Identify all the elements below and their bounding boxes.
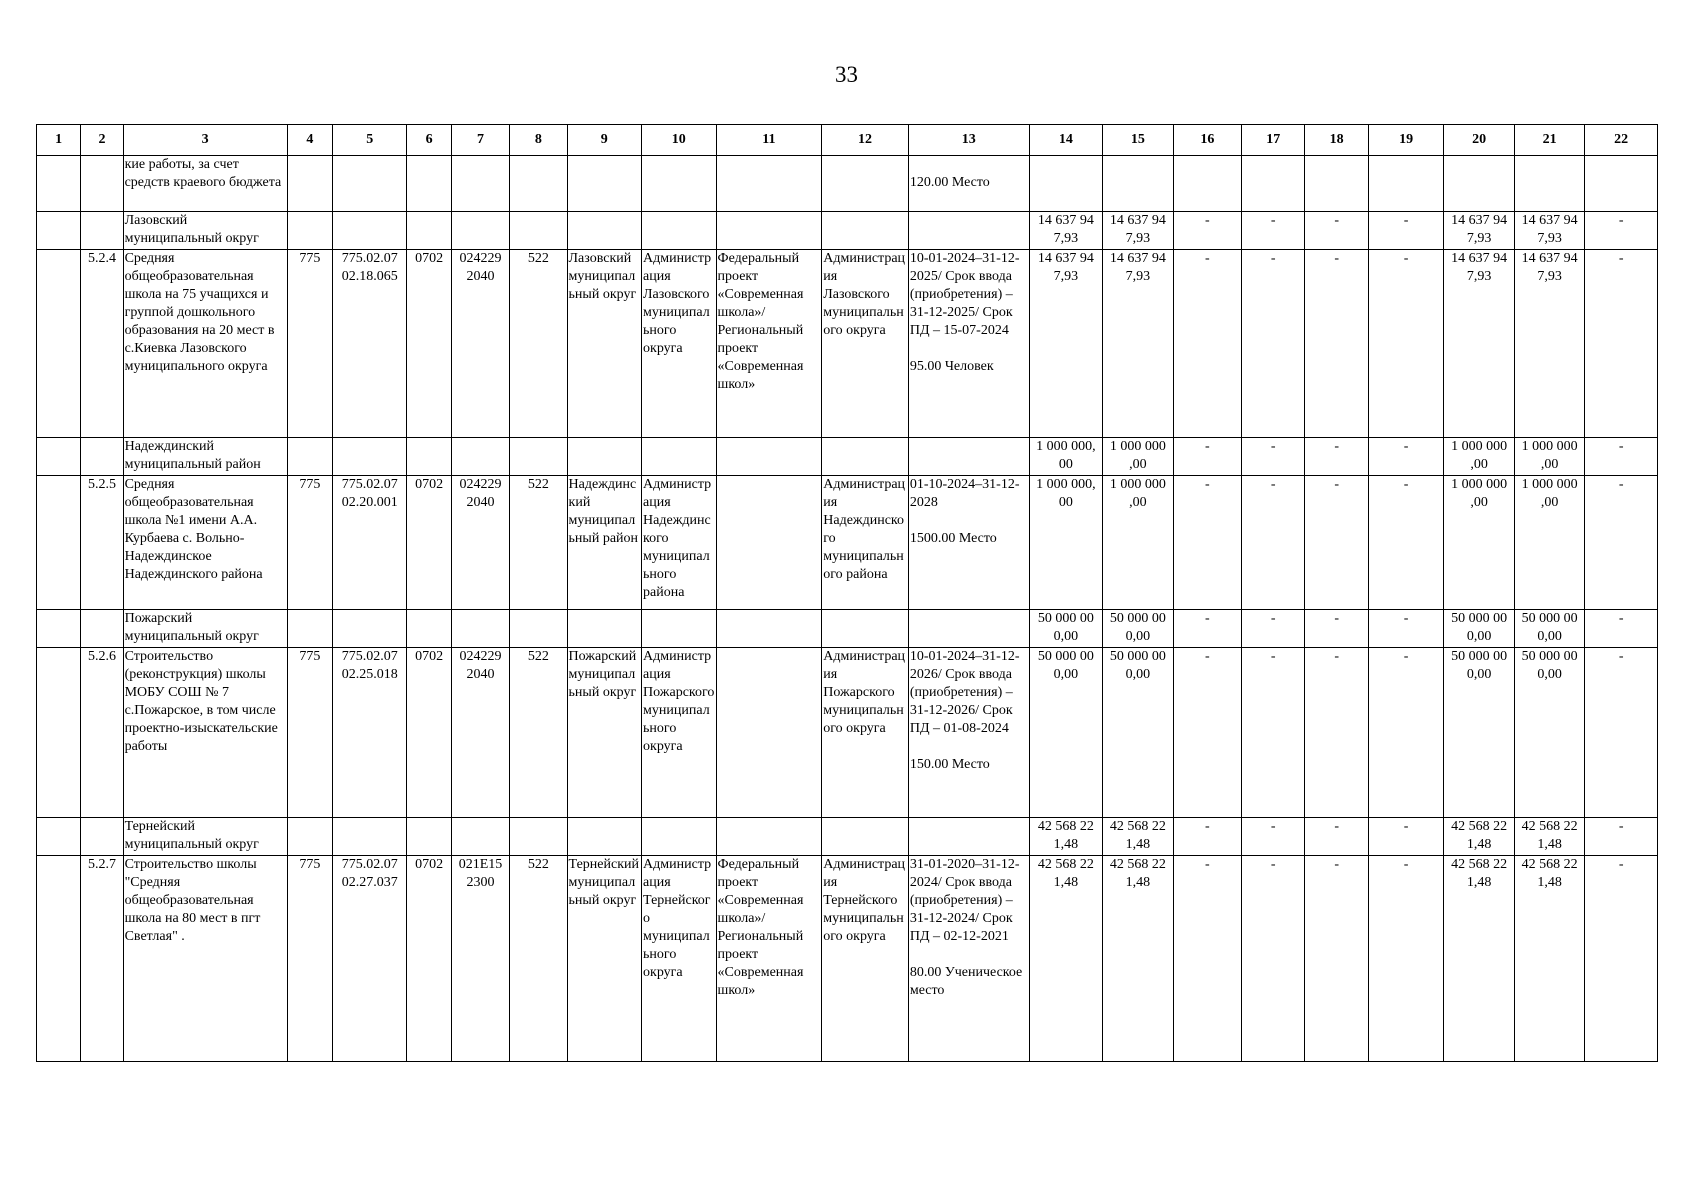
cell-c17: -	[1242, 438, 1305, 476]
cell-c7: 024229 2040	[451, 250, 509, 438]
header-cell: 5	[332, 125, 407, 156]
cell-c15: 14 637 94 7,93	[1103, 250, 1173, 438]
cell-c13	[908, 856, 1029, 1062]
cell-c12: Администрация Лазовского муниципального округа	[822, 250, 909, 438]
c13-dates: 01-10-2024–31-12-2028	[909, 477, 1020, 510]
header-cell: 17	[1242, 125, 1305, 156]
table-row-group	[37, 818, 1658, 856]
cell-c17: -	[1242, 250, 1305, 438]
cell-c21: 50 000 00 0,00	[1514, 610, 1584, 648]
cell-c22: -	[1585, 438, 1658, 476]
cell-c16: -	[1173, 250, 1241, 438]
header-cell: 22	[1585, 125, 1658, 156]
header-cell: 6	[407, 125, 451, 156]
cell-c22: -	[1585, 212, 1658, 250]
cell-c17: -	[1242, 212, 1305, 250]
header-cell: 8	[510, 125, 567, 156]
cell-c11: Федеральный проект «Современная школа»/Региональный проект «Современная школ»	[716, 250, 822, 438]
cell-c15: 14 637 94 7,93	[1103, 212, 1173, 250]
cell-c7: 024229 2040	[451, 476, 509, 610]
cell-c10: Администрация Лазовского муниципального округа	[642, 250, 717, 438]
header-cell: 1	[37, 125, 81, 156]
cell-name: Средняя общеобразовательная школа №1 имени А.А. Курбаева с. Вольно-Надеждинское Надеждинского района	[123, 476, 287, 610]
c13-capacity: 150.00 Место	[909, 757, 990, 772]
header-cell: 20	[1444, 125, 1514, 156]
cell-c8: 522	[510, 856, 567, 1062]
cell-c16: -	[1173, 438, 1241, 476]
cell-c12: Администрация Тернейского муниципального округа	[822, 856, 909, 1062]
header-cell: 21	[1514, 125, 1584, 156]
cell-c17: -	[1242, 648, 1305, 818]
cell-c20: 42 568 22 1,48	[1444, 818, 1514, 856]
cell-c4: 775	[287, 250, 332, 438]
cell-c19: -	[1368, 856, 1444, 1062]
cell-c11: Федеральный проект «Современная школа»/Региональный проект «Современная школ»	[716, 856, 822, 1062]
cell-c15: 1 000 000 ,00	[1103, 476, 1173, 610]
header-cell: 10	[642, 125, 717, 156]
table-header-row	[37, 125, 1658, 156]
cell-c10: Администрация Пожарского муниципального округа	[642, 648, 717, 818]
cell-c10: Администрация Надеждинского муниципального района	[642, 476, 717, 610]
cell-c14: 14 637 94 7,93	[1029, 250, 1102, 438]
cell-c20: 14 637 94 7,93	[1444, 212, 1514, 250]
cell-c19: -	[1368, 648, 1444, 818]
c13-dates: 31-01-2020–31-12-2024/ Срок ввода (приобретения) – 31-12-2024/ Срок ПД – 02-12-2021	[909, 857, 1020, 944]
header-cell: 4	[287, 125, 332, 156]
cell-c15: 42 568 22 1,48	[1103, 818, 1173, 856]
cell-c16: -	[1173, 818, 1241, 856]
cell-c22: -	[1585, 648, 1658, 818]
header-cell: 12	[822, 125, 909, 156]
cell-c8: 522	[510, 476, 567, 610]
cell-c8: 522	[510, 250, 567, 438]
cell-c16: -	[1173, 648, 1241, 818]
cell-c18: -	[1305, 856, 1368, 1062]
table-row-continuation	[37, 156, 1658, 212]
cell-c15: 50 000 00 0,00	[1103, 610, 1173, 648]
c13-capacity: 95.00 Человек	[909, 359, 994, 374]
cell-c4: 775	[287, 648, 332, 818]
c13-capacity: 80.00 Ученическое место	[909, 965, 1023, 998]
cell-c19: -	[1368, 476, 1444, 610]
cell-c11	[716, 476, 822, 610]
cell-c22: -	[1585, 250, 1658, 438]
cell-c18: -	[1305, 476, 1368, 610]
cell-name: Надеждинский муниципальный район	[123, 438, 287, 476]
cell-c20: 1 000 000 ,00	[1444, 438, 1514, 476]
cell-c21: 1 000 000 ,00	[1514, 438, 1584, 476]
cell-c16: -	[1173, 856, 1241, 1062]
cell-c14: 14 637 94 7,93	[1029, 212, 1102, 250]
cell-name: Лазовский муниципальный округ	[123, 212, 287, 250]
cell-c20: 50 000 00 0,00	[1444, 648, 1514, 818]
header-cell: 16	[1173, 125, 1241, 156]
cell-c16: -	[1173, 212, 1241, 250]
cell-c13	[908, 648, 1029, 818]
cell-c8: 522	[510, 648, 567, 818]
cell-c22: -	[1585, 476, 1658, 610]
header-cell: 3	[123, 125, 287, 156]
cell-name: Тернейский муниципальный округ	[123, 818, 287, 856]
cell-c18: -	[1305, 438, 1368, 476]
cell-c21: 1 000 000 ,00	[1514, 476, 1584, 610]
cell-c19: -	[1368, 610, 1444, 648]
table-row-group	[37, 212, 1658, 250]
cell-c18: -	[1305, 610, 1368, 648]
cell-num: 5.2.6	[81, 648, 123, 818]
cell-c14: 42 568 22 1,48	[1029, 856, 1102, 1062]
cell-c17: -	[1242, 476, 1305, 610]
header-cell: 15	[1103, 125, 1173, 156]
cell-c19: -	[1368, 212, 1444, 250]
cell-c19: -	[1368, 438, 1444, 476]
cell-c18: -	[1305, 250, 1368, 438]
c13-capacity: 120.00 Место	[909, 175, 990, 190]
cell-c5: 775.02.07 02.20.001	[332, 476, 407, 610]
cell-c13	[908, 476, 1029, 610]
cell-c18: -	[1305, 818, 1368, 856]
header-cell: 2	[81, 125, 123, 156]
cell-c6: 0702	[407, 476, 451, 610]
cell-c22: -	[1585, 818, 1658, 856]
cell-c12: Администрация Надеждинского муниципального района	[822, 476, 909, 610]
cell-c19: -	[1368, 250, 1444, 438]
cell-c10: Администрация Тернейского муниципального округа	[642, 856, 717, 1062]
cell-c9: Лазовский муниципальный округ	[567, 250, 642, 438]
c13-capacity: 1500.00 Место	[909, 531, 997, 546]
cell-c14: 50 000 00 0,00	[1029, 648, 1102, 818]
cell-c20: 42 568 22 1,48	[1444, 856, 1514, 1062]
cell-c15: 42 568 22 1,48	[1103, 856, 1173, 1062]
table-row-item	[37, 648, 1658, 818]
cell-c20: 50 000 00 0,00	[1444, 610, 1514, 648]
table-row-item	[37, 250, 1658, 438]
header-cell: 9	[567, 125, 642, 156]
cell-num: 5.2.4	[81, 250, 123, 438]
cell-c14: 1 000 000, 00	[1029, 438, 1102, 476]
cell-c17: -	[1242, 856, 1305, 1062]
cell-name: Строительство школы "Средняя общеобразовательная школа на 80 мест в пгт Светлая" .	[123, 856, 287, 1062]
cell-name: Пожарский муниципальный округ	[123, 610, 287, 648]
table-row-item	[37, 476, 1658, 610]
cell-c9: Надеждинский муниципальный район	[567, 476, 642, 610]
cell-c21: 42 568 22 1,48	[1514, 856, 1584, 1062]
cell-c5: 775.02.07 02.25.018	[332, 648, 407, 818]
cell-c14: 42 568 22 1,48	[1029, 818, 1102, 856]
cell-c16: -	[1173, 476, 1241, 610]
cell-name: кие работы, за счет средств краевого бюджета	[123, 156, 287, 212]
table-row-item	[37, 856, 1658, 1062]
header-cell: 19	[1368, 125, 1444, 156]
c13-dates: 10-01-2024–31-12-2026/ Срок ввода (приобретения) – 31-12-2026/ Срок ПД – 01-08-2024	[909, 649, 1020, 736]
cell-c9: Тернейский муниципальный округ	[567, 856, 642, 1062]
cell-c7: 024229 2040	[451, 648, 509, 818]
table-row-group	[37, 438, 1658, 476]
c13-dates: 10-01-2024–31-12-2025/ Срок ввода (приобретения) – 31-12-2025/ Срок ПД – 15-07-2024	[909, 251, 1020, 338]
cell-c21: 50 000 00 0,00	[1514, 648, 1584, 818]
cell-c9: Пожарский муниципальный округ	[567, 648, 642, 818]
cell-c6: 0702	[407, 250, 451, 438]
cell-c21: 14 637 94 7,93	[1514, 250, 1584, 438]
cell-c18: -	[1305, 212, 1368, 250]
cell-c5: 775.02.07 02.18.065	[332, 250, 407, 438]
cell-c4: 775	[287, 856, 332, 1062]
cell-c5: 775.02.07 02.27.037	[332, 856, 407, 1062]
cell-c15: 50 000 00 0,00	[1103, 648, 1173, 818]
table-row-group	[37, 610, 1658, 648]
cell-num: 5.2.5	[81, 476, 123, 610]
header-cell: 11	[716, 125, 822, 156]
cell-c15: 1 000 000 ,00	[1103, 438, 1173, 476]
cell-c13	[908, 156, 1029, 212]
cell-c1	[37, 156, 81, 212]
cell-c12: Администрация Пожарского муниципального округа	[822, 648, 909, 818]
cell-c20: 14 637 94 7,93	[1444, 250, 1514, 438]
cell-c4: 775	[287, 476, 332, 610]
investment-table	[36, 124, 1658, 1062]
cell-c11	[716, 648, 822, 818]
cell-name: Строительство (реконструкция) школы МОБУ СОШ № 7 с.Пожарское, в том числе проектно-изыскательские работы	[123, 648, 287, 818]
cell-c14: 50 000 00 0,00	[1029, 610, 1102, 648]
cell-c17: -	[1242, 610, 1305, 648]
cell-c18: -	[1305, 648, 1368, 818]
cell-c7: 021E15 2300	[451, 856, 509, 1062]
header-cell: 14	[1029, 125, 1102, 156]
header-cell: 13	[908, 125, 1029, 156]
cell-c13	[908, 250, 1029, 438]
cell-c19: -	[1368, 818, 1444, 856]
cell-c21: 14 637 94 7,93	[1514, 212, 1584, 250]
header-cell: 7	[451, 125, 509, 156]
cell-name: Средняя общеобразовательная школа на 75 учащихся и группой дошкольного образования на 20 мест в с.Киевка Лазовского муниципального округа	[123, 250, 287, 438]
cell-c14: 1 000 000, 00	[1029, 476, 1102, 610]
cell-c6: 0702	[407, 648, 451, 818]
page-number: 33	[835, 62, 858, 87]
cell-c16: -	[1173, 610, 1241, 648]
cell-num: 5.2.7	[81, 856, 123, 1062]
cell-c17: -	[1242, 818, 1305, 856]
header-cell: 18	[1305, 125, 1368, 156]
cell-c6: 0702	[407, 856, 451, 1062]
cell-c21: 42 568 22 1,48	[1514, 818, 1584, 856]
cell-num	[81, 156, 123, 212]
cell-c22: -	[1585, 610, 1658, 648]
cell-c20: 1 000 000 ,00	[1444, 476, 1514, 610]
cell-c22: -	[1585, 856, 1658, 1062]
